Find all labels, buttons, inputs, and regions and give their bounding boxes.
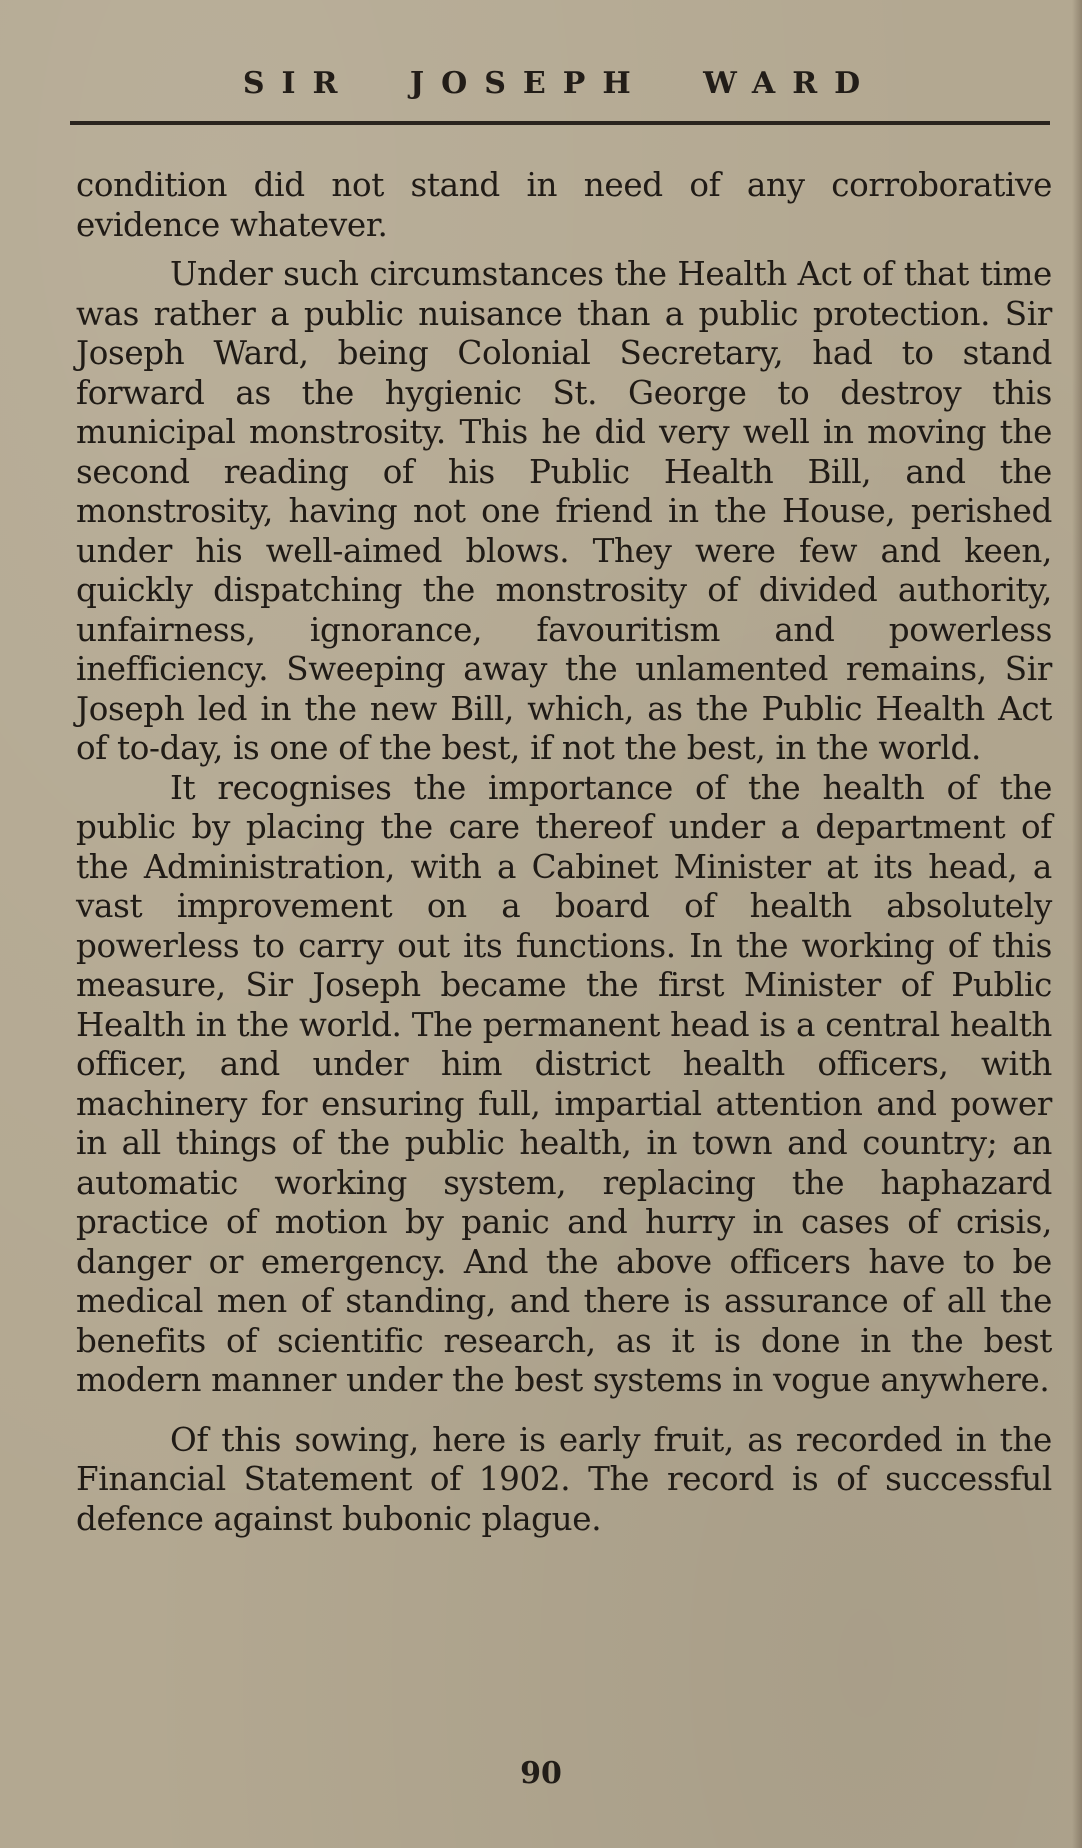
body-text <box>76 166 1052 1539</box>
header-rule <box>70 121 1050 125</box>
paragraph-recognises: It recognises the importance of the health of the public by placing the care thereof under a department of the Administration, with a Cabinet Minister at its head, a vast improvement on a board of health absolutely powerless to carry out its functions. In the working of this measure, Sir Joseph became the first Minister of Public Health in the world. The permanent head is a central health officer, and under him district health officers, with machinery for ensuring full, impartial attention and power in all things of the public health, in town and country; an automatic working system, replacing the haphazard practice of motion by panic and hurry in cases of crisis, danger or emergency. And the above officers have to be medical men of standing, and there is assurance of all the benefits of scientific research, as it is done in the best modern manner under the best systems in vogue anywhere. <box>76 768 1052 1399</box>
paragraph-sowing: Of this sowing, here is early fruit, as recorded in the Financial Statement of 1902. The record is of successful defence against bubonic plague. <box>76 1420 1052 1538</box>
running-head: SIR JOSEPH WARD <box>242 66 878 101</box>
page-edge-shadow <box>1072 0 1082 1848</box>
paragraph-health-act: Under such circumstances the Health Act of that time was rather a public nuisance than a public protection. Sir Joseph Ward, being Colonial Secretary, had to stand forward as the hygienic St. George to destroy this municipal monstrosity. This he did very well in moving the second reading of his Public Health Bill, and the monstrosity, having not one friend in the House, perished under his well-aimed blows. They were few and keen, quickly dispatching the monstrosity of divided authority, unfairness, ignorance, favouritism and powerless inefficiency. Sweeping away the unlamented remains, Sir Joseph led in the new Bill, which, as the Public Health Act of to-day, is one of the best, if not the best, in the world. <box>76 255 1052 767</box>
paragraph-continuation: condition did not stand in need of any corroborative evidence whatever. <box>76 166 1052 244</box>
page-number: 90 <box>520 1756 562 1791</box>
